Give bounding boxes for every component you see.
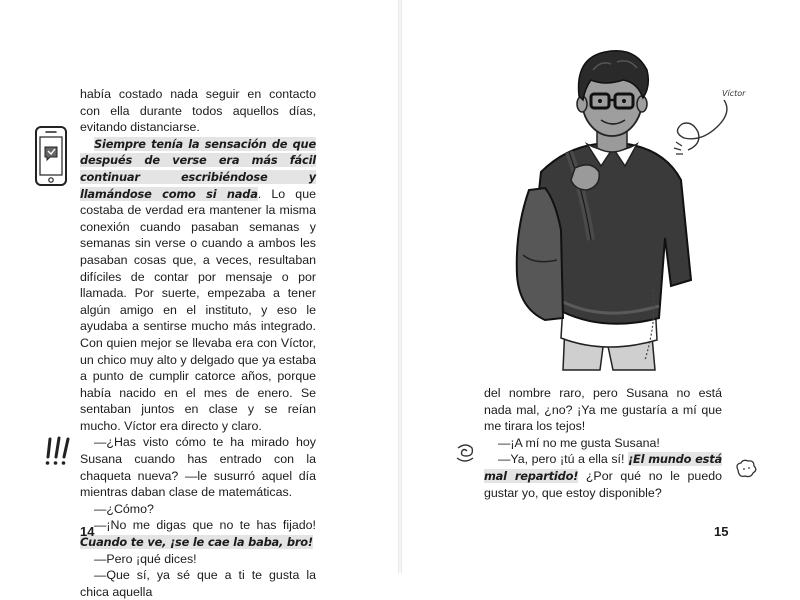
paragraph bbox=[80, 567, 316, 600]
paragraph bbox=[80, 434, 316, 500]
paragraph bbox=[80, 517, 316, 550]
exclamation-marks-icon bbox=[44, 437, 76, 467]
paragraph bbox=[80, 501, 316, 518]
text-run: —¿Has visto cómo te ha mirado hoy Susana cuando has entrado con la chaqueta nueva? —le susurró aquel día mientras daban clase de matemáticas. bbox=[80, 435, 316, 500]
highlighted-text: Siempre tenía la sensación de que después de verse era más fácil continuar escribiéndose y llamándose como si nada bbox=[80, 136, 316, 201]
highlighted-text: ¡El mundo está mal repartido! bbox=[484, 452, 722, 483]
scribble-swirl-icon bbox=[454, 442, 476, 466]
paragraph bbox=[80, 136, 316, 435]
text-run: —Que sí, ya sé que a ti te gusta la chica aquella bbox=[80, 568, 316, 599]
text-run: —¡A mí no me gusta Susana! bbox=[498, 435, 660, 450]
page-number-left: 14 bbox=[80, 524, 95, 539]
highlighted-text: Cuando te ve, ¡se le cae la baba, bro! bbox=[80, 535, 313, 550]
paragraph bbox=[484, 435, 722, 452]
right-page-text bbox=[484, 385, 722, 501]
signature-doodle bbox=[662, 82, 752, 172]
text-run: ¿Por qué no le puedo gustar yo, que estoy disponible? bbox=[484, 468, 722, 500]
left-page bbox=[0, 0, 398, 599]
text-run: —Pero ¡qué dices! bbox=[94, 551, 197, 566]
text-run: —¿Cómo? bbox=[94, 501, 154, 516]
text-run: —Ya, pero ¡tú a ella sí! bbox=[498, 452, 629, 467]
paragraph bbox=[80, 86, 316, 136]
text-run: . Lo que costaba de verdad era mantener la misma conexión cuando pasaban semanas y semanas sin verse o cuando a ambos les pasaban cosas que, a veces, resultaban difíciles de contar por mensaje o por llamada. Por suerte, empezaba a tener algún amigo en el instituto, y eso le ayudaba a sentirse mucho más integrado. Con quien mejor se llevaba era con Víctor, un chico muy alto y delgado que ya estaba a punto de cumplir catorce años, porque había nacido en el mes de enero. Se sentaban juntos en clase y se reían mucho. Víctor era directo y claro. bbox=[80, 186, 316, 433]
signature-text: Víctor bbox=[722, 89, 746, 98]
text-run: del nombre raro, pero Susana no está nada mal, ¿no? ¡Ya me gustaría a mí que me tirara los tejos! bbox=[484, 386, 722, 434]
left-page-text bbox=[80, 86, 316, 600]
speech-puff-icon bbox=[734, 458, 758, 480]
paragraph bbox=[80, 551, 316, 568]
paragraph bbox=[484, 385, 722, 435]
paragraph bbox=[484, 451, 722, 501]
page-number-right: 15 bbox=[714, 524, 729, 539]
phone-message-icon bbox=[34, 125, 70, 187]
text-run: había costado nada seguir en contacto con ella durante todos aquellos días, evitando distanciarse. bbox=[80, 87, 316, 135]
text-run: —¡No me digas que no te has fijado! bbox=[94, 518, 316, 533]
